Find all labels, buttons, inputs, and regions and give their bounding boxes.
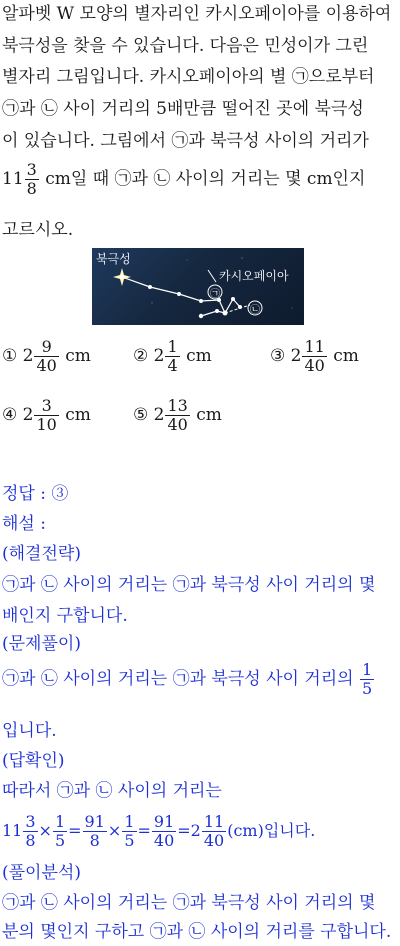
check-heading: (답확인) [2, 751, 65, 771]
problem-line-4: ㉠과 ㉡ 사이 거리의 5배만큼 떨어진 곳에 북극성 [2, 99, 364, 119]
strategy-heading: (해결전략) [2, 544, 81, 564]
check-line-1: 따라서 ㉠과 ㉡ 사이의 거리는 [2, 781, 222, 801]
marker-a-label: ㉠ [210, 289, 220, 300]
option-2[interactable]: ② 2 $\frac{1}{4}$ cm [133, 337, 212, 375]
fraction: $\frac{1}{5}$ [361, 660, 373, 698]
explain-heading: 해설 : [2, 514, 46, 534]
mixed-whole: 11 [2, 169, 24, 189]
problem-line-6 [2, 160, 365, 198]
marker-b-label: ㉡ [250, 305, 260, 316]
analysis-line-1: ㉠과 ㉡ 사이의 거리는 ㉠과 북극성 사이 거리의 몇 [2, 893, 376, 913]
solve-line-1: ㉠과 ㉡ 사이의 거리는 ㉠과 북극성 사이 거리의 $\frac{1}{5}$ [2, 660, 373, 698]
problem-line-1: 알파벳 W 모양의 별자리인 카시오페이아를 이용하여 [2, 4, 392, 24]
strategy-line-1: ㉠과 ㉡ 사이의 거리는 ㉠과 북극성 사이 거리의 몇 [2, 575, 376, 595]
problem-line-7: 고르시오. [2, 220, 74, 240]
calculation: 11 $\frac{3}{8}$ × $\frac{1}{5}$ = $\frac{91}{8}$ × $\frac{1}{5}$ = $\frac{91}{40}$ =2 $\frac{11}{40}$ (cm)입니다. [2, 812, 316, 850]
constellation-figure [92, 248, 304, 325]
polaris-label: 북극성 [96, 252, 131, 266]
analysis-heading: (풀이분석) [2, 863, 81, 883]
strategy-line-2: 배인지 구합니다. [2, 606, 128, 626]
option-5[interactable]: ⑤ 2 $\frac{13}{40}$ cm [133, 396, 222, 434]
cassiopeia-line [201, 299, 240, 316]
problem-line-2: 북극성을 찾을 수 있습니다. 다음은 민성이가 그린 [2, 36, 369, 56]
analysis-line-2: 분의 몇인지 구하고 ㉠과 ㉡ 사이의 거리를 구합니다. [2, 922, 392, 942]
fraction: $\frac{3}{8}$ [26, 160, 37, 198]
option-4[interactable]: ④ 2 $\frac{3}{10}$ cm [2, 396, 91, 434]
option-3[interactable]: ③ 2 $\frac{11}{40}$ cm [270, 337, 359, 375]
solve-line-2: 입니다. [2, 721, 57, 741]
option-1[interactable]: ① 2 $\frac{9}{40}$ cm [2, 337, 91, 375]
problem-line-6-text: cm일 때 ㉠과 ㉡ 사이의 거리는 몇 cm인지 [39, 169, 366, 189]
cassiopeia-label: 카시오페이아 [219, 269, 289, 283]
solve-heading: (문제풀이) [2, 634, 81, 654]
problem-line-5: 이 있습니다. 그림에서 ㉠과 북극성 사이의 거리가 [2, 131, 369, 151]
answer: 정답 : ③ [2, 484, 69, 504]
problem-line-3: 별자리 그림입니다. 카시오페이아의 별 ㉠으로부터 [2, 67, 375, 87]
